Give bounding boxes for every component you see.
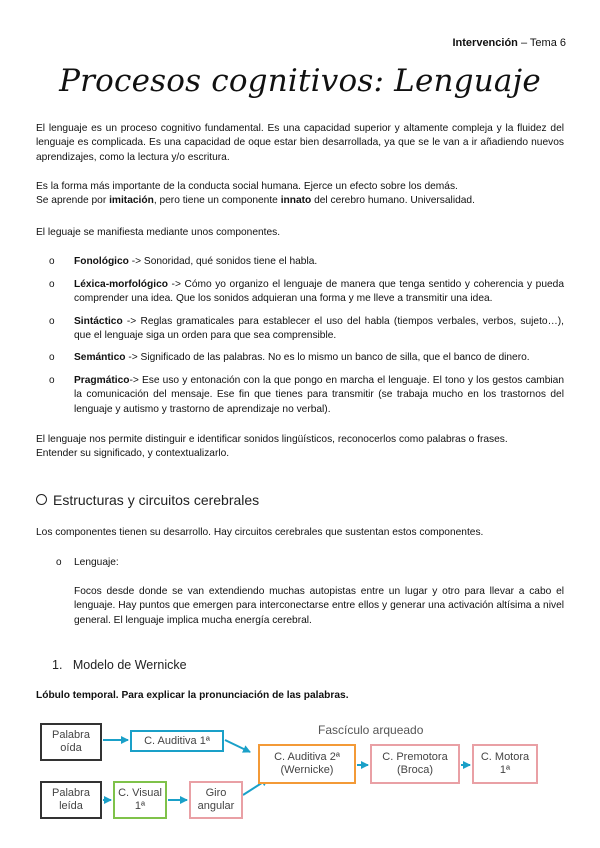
box-auditiva-1: C. Auditiva 1ª [130,730,224,752]
definition: -> Significado de las palabras. No es lo mismo un banco de silla, que el banco de dinero. [125,352,530,363]
summary-line-1: El lenguaje nos permite distinguir e identificar sonidos lingüísticos, reconocerlos como palabras o frases. [36,434,508,445]
social-text: Se aprende por [36,195,110,207]
fasciculo-label: Fascículo arqueado [318,723,424,737]
header-topic: – Tema 6 [517,37,566,49]
term: Fonológico [74,256,129,267]
box-text: Palabra [52,787,90,799]
list-bullet: o [49,279,55,290]
lenguaje-paragraph: Focos desde donde se van extendiendo muchas autopistas entre un lugar y otro para llevar a cabo el lenguaje. Hay puntos que emergen para interconectarse entre ellos y generar una activación altísima a nivel general. El lenguaje implica mucha energía cerebral. [74,586,564,626]
box-text: C. Premotora [382,751,448,763]
sub-label-lenguaje: Lenguaje: [74,557,119,568]
list-bullet: o [49,316,55,327]
term: Semántico [74,352,126,363]
list-bullet: o [49,256,55,267]
definition: -> Cómo yo organizo el lenguaje de manera que tenga sentido y coherencia y pueda comprender una idea. Que los sonidos adquieran una forma y me lleve a transmitir una idea. [74,279,564,305]
intro-paragraph: El lenguaje es un proceso cognitivo fundamental. Es una capacidad superior y altamente compleja y la fluidez del lenguaje es complicada. Es una capacidad de oque estar bien desarrollada, ya que se le van a ir añadiendo nuevos aprendizajes, como la lectura y/o escritura. [36,123,564,163]
header-subject: Intervención [452,37,518,49]
box-auditiva-2 [258,744,356,784]
page-title: Procesos cognitivos: Lenguaje [59,63,541,99]
box-text: Palabra [52,729,90,741]
lobulo-text: de las palabras. [269,690,349,701]
components-intro: El leguaje se manifiesta mediante unos componentes. [36,227,281,238]
box-palabra-leida [40,781,102,819]
box-text: 1ª [134,800,146,812]
term: Pragmático [74,375,130,386]
box-visual-1 [113,781,167,819]
social-text: del cerebro humano. Universalidad. [311,195,475,207]
arrow-auditiva1-to-auditiva2 [225,740,250,752]
list-bullet: o [56,557,62,568]
box-text: leída [59,800,83,812]
box-giro-angular [189,781,243,819]
box-palabra-oida [40,723,102,761]
definition: -> Reglas gramaticales para establecer el uso del habla (tiempos verbales, verbos, sujeto…), que el lenguaje siga un orden para que sea comprensible. [74,316,564,342]
social-line-1: Es la forma más importante de la conducta social humana. Ejerce un efecto sobre los demás. [36,181,458,192]
circuits-paragraph: Los componentes tienen su desarrollo. Hay circuitos cerebrales que sustentan estos componentes. [36,527,484,538]
box-text: C. Visual [118,787,162,799]
box-text: 1ª [499,764,511,776]
box-text: angular [197,800,235,812]
box-text: Giro [205,787,227,799]
box-text: (Broca) [396,764,434,776]
box-text: (Wernicke) [280,764,334,776]
box-text: C. Auditiva 2ª [274,751,340,763]
section-heading-text: Modelo de Wernicke [72,658,187,672]
box-premotora [370,744,460,784]
keyword-innato: innato [280,195,312,207]
definition: -> Sonoridad, qué sonidos tiene el habla. [128,256,318,267]
box-motora [472,744,538,784]
lobulo-text: Lóbulo temporal. Para explicar la [36,690,200,701]
box-text: C. Motora [480,751,530,763]
section-number: 1. [52,658,63,672]
list-bullet: o [49,375,55,386]
term: Léxica-morfológico [74,279,168,290]
term: Sintáctico [74,316,123,327]
list-bullet: o [49,352,55,363]
box-text: oída [60,742,82,754]
social-text: , pero tiene un componente [153,195,281,207]
summary-line-2: Entender su significado, y contextualizarlo. [36,448,230,460]
keyword-imitacion: imitación [109,195,154,207]
definition: -> Ese uso y entonación con la que pongo en marcha el lenguaje. El tono y los gestos cambian la comunicación del mensaje. Ese fin que tienes para transmitir (se trabaja mucho en los trastornos del lenguaje y autismo y trastorno de aprendizaje no verbal). [74,375,564,415]
keyword-pronunciacion: pronunciación [199,690,270,701]
section-heading-text: Estructuras y circuitos cerebrales [53,492,260,508]
